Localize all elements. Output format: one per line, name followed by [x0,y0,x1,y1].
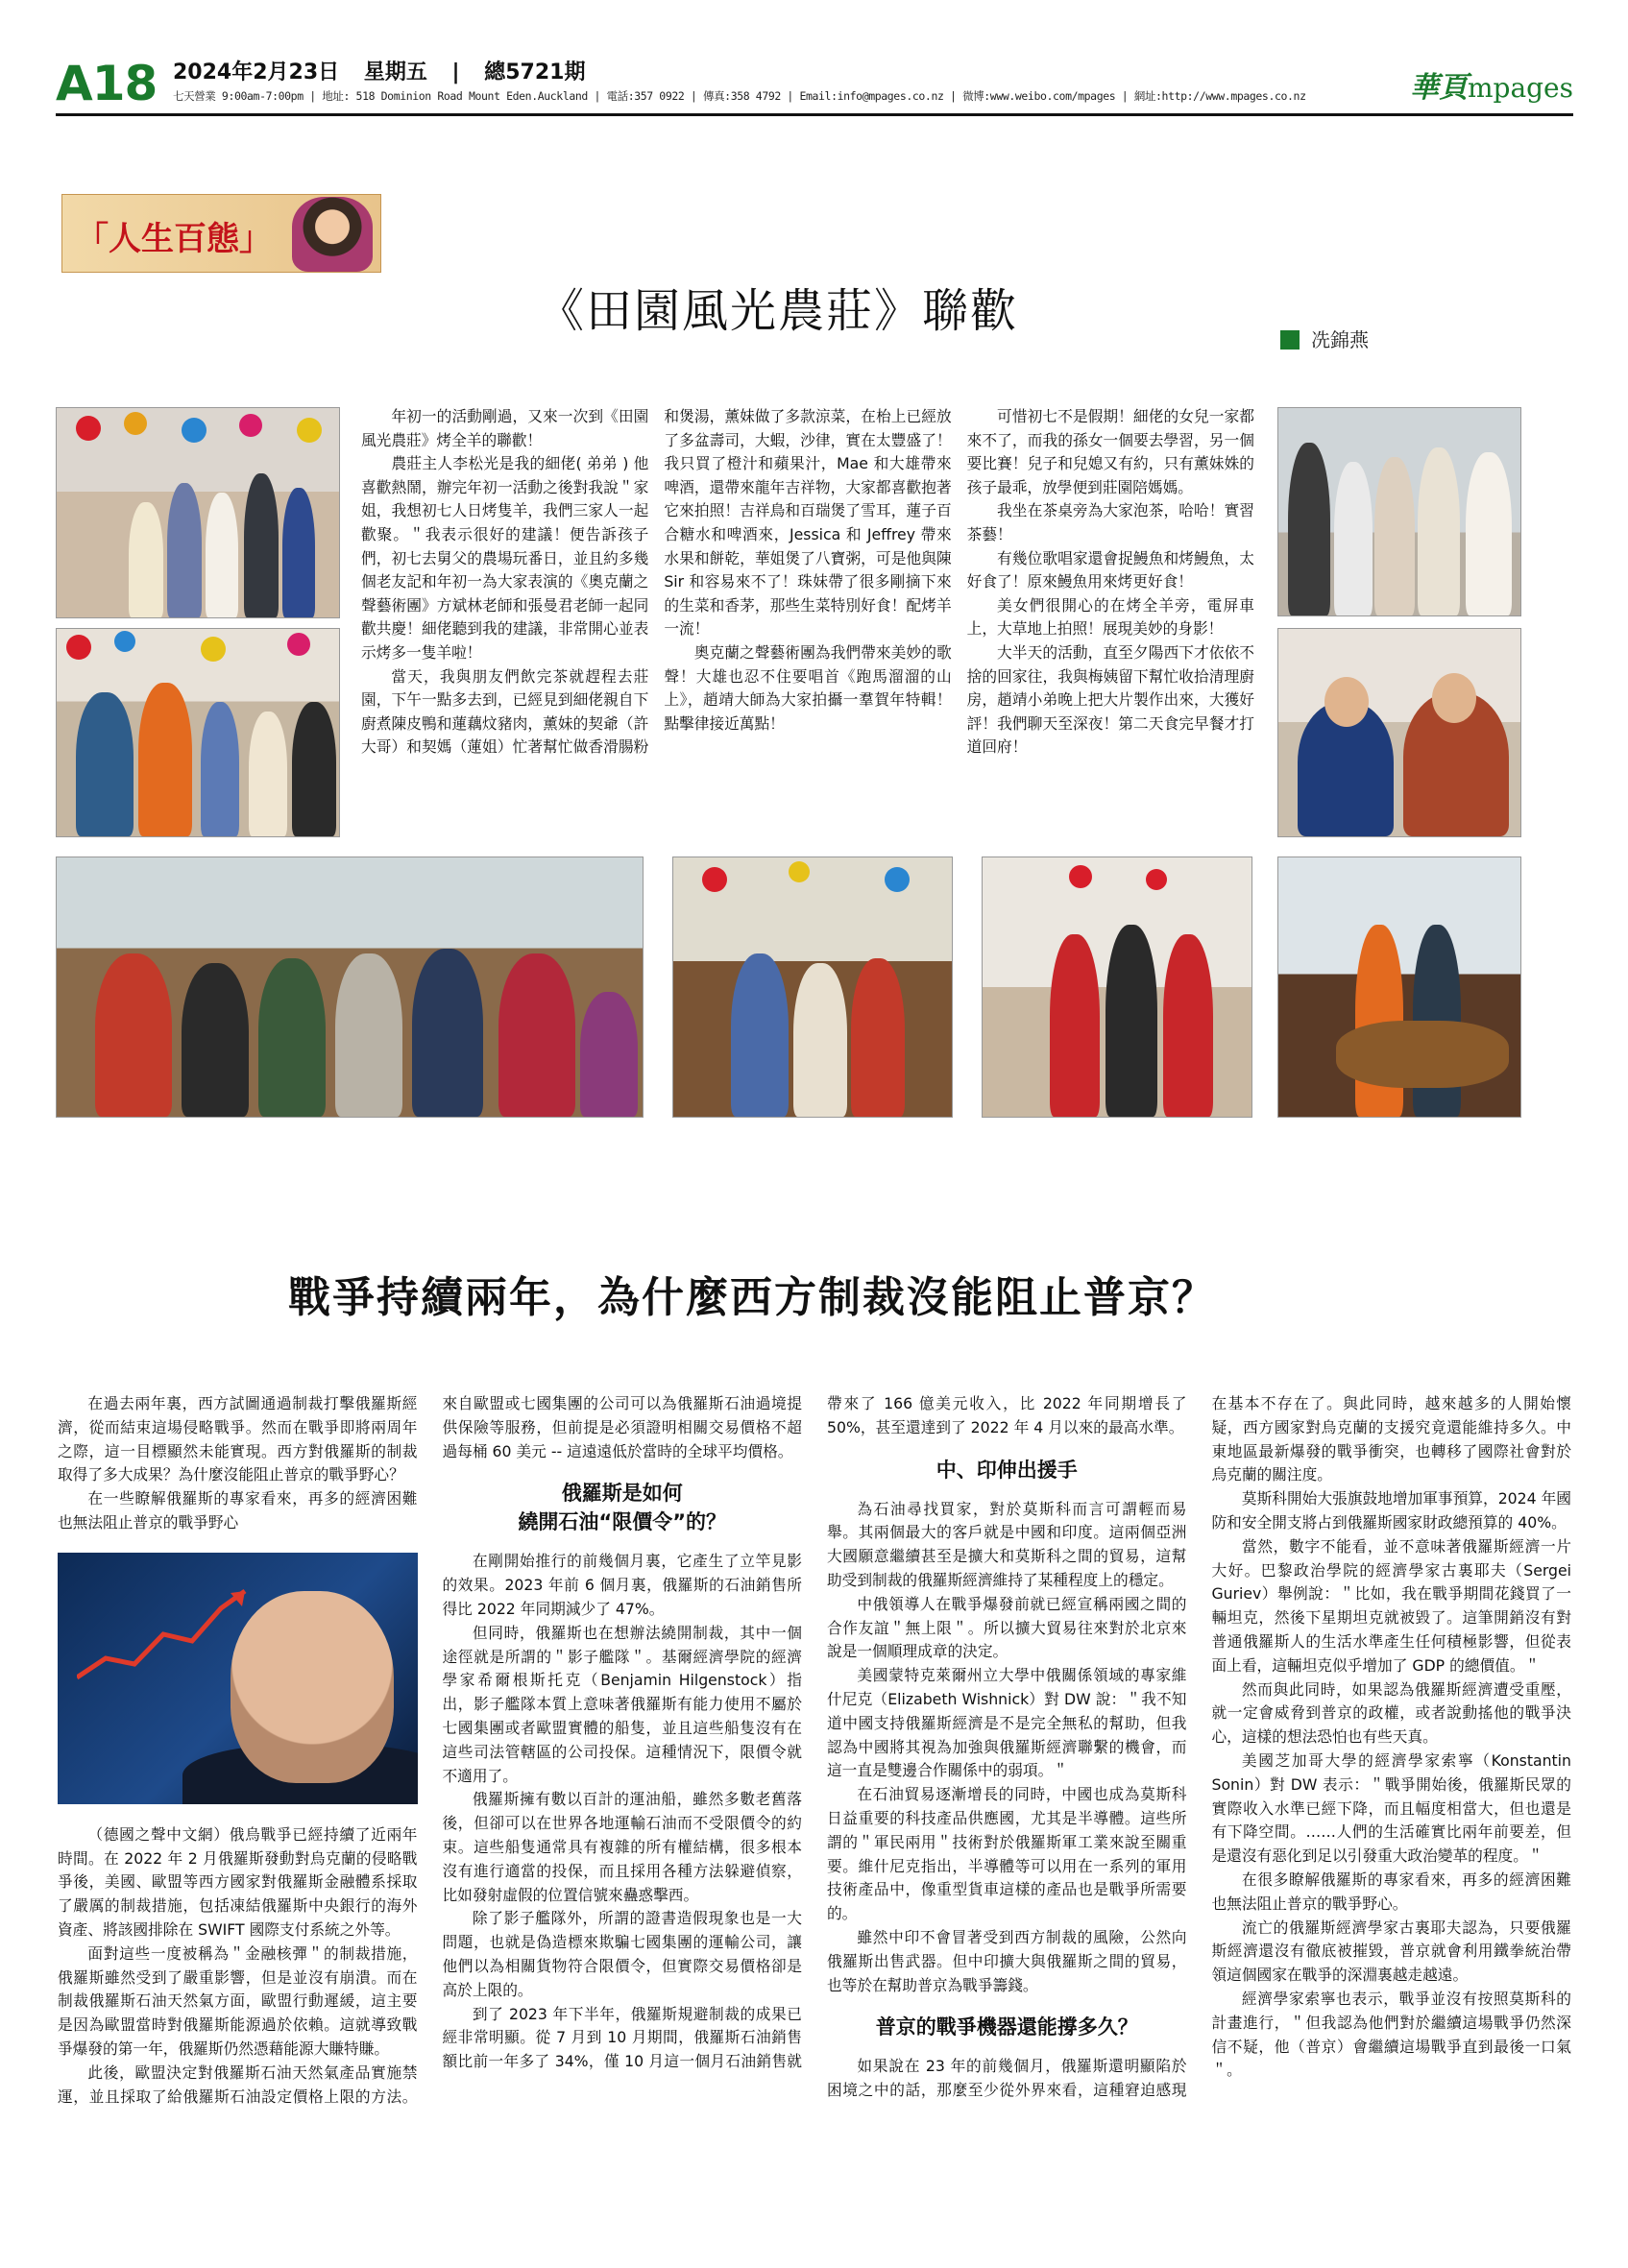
masthead [56,48,1573,115]
column-tag-text: 「人生百態」 [76,220,272,258]
article2-paragraph: 到了 2023 年下半年，俄羅斯規避制裁的成果已經非常明顯。從 7 月到 10 月期間，俄羅斯石油銷售額比前一年多了 34%，僅 10 月這一個月石油銷售就帶來了 166 億美元收入，比 2022 年同期增長了 50%，甚至還達到了 2022 年 4 月以來的最高水準。 [442,1394,1187,2071]
article2-paragraph: 在剛開始推行的前幾個月裏，它產生了立竿見影的效果。2023 年前 6 個月裏，俄羅斯的石油銷售所得比 2022 年同期減少了 47%。 [442,1552,802,1618]
article2-paragraph: 此後，歐盟決定對俄羅斯石油天然氣產品實施禁運，並且採取了給俄羅斯石油設定價格上限的方法。來自歐盟或七國集團的公司可以為俄羅斯石油過境提供保險等服務，但前提是必須證明相關交易價格不超過每桶 60 美元 -- 這遠遠低於當時的全球平均價格。 [58,1394,802,2106]
photo-group-right-top [1277,407,1521,616]
issue-separator: | [451,60,460,84]
article1-paragraph: 美女們很開心的在烤全羊旁，電屏車上，大草地上拍照！展現美妙的身影！ [966,595,1254,639]
subheading-price-cap: 俄羅斯是如何 繞開石油“限價令”的？ [518,1482,727,1534]
article2-paragraph: 美國芝加哥大學的經濟學家索寧（Konstantin Sonin）對 DW 表示：＂戰爭開始後，俄羅斯民眾的實際收入水準已經下降，而且幅度相當大，但也還是有下降空間。……人們的生活確實比兩年前要差，但是還沒有惡化到足以引發重大政治變革的程度。＂ [1211,1750,1571,1866]
article2-paragraph: 為石油尋找買家，對於莫斯科而言可謂輕而易舉。其兩個最大的客戶就是中國和印度。這兩個亞洲大國願意繼續甚至是擴大和莫斯科之間的貿易，這幫助受到制裁的俄羅斯經濟維持了某種程度上的穩定。 [827,1499,1187,1589]
brand-logo-en: mpages [1467,72,1573,104]
article2-body [58,1392,1571,2218]
article2-paragraph: 雖然中印不會冒著受到西方制裁的風險，公然向俄羅斯出售武器。但中印擴大與俄羅斯之間的貿易，也等於在幫助普京為戰爭籌錢。 [827,1927,1187,1994]
subheading-war-machine: 普京的戰爭機器還能撐多久？ [875,2015,1138,2039]
article2-paragraph: （德國之聲中文網）俄烏戰爭已經持續了近兩年時間。在 2022 年 2 月俄羅斯發動對烏克蘭的侵略戰爭後，美國、歐盟等西方國家對俄羅斯金融體系採取了嚴厲的制裁措施，包括凍結俄羅斯中央銀行的海外資產、將該國排除在 SWIFT 國際支付系統之外等。 [58,1824,418,1939]
article1-paragraph: 大半天的活動，直至夕陽西下才依依不捨的回家往，我與梅姨留下幫忙收拾清理廚房，趙靖小弟晚上把大片製作出來，大獲好評！我們聊天至深夜！第二天食完早餐才打道回府！ [966,642,1254,757]
photo-round-table [672,857,953,1118]
article2-paragraph: 在一些瞭解俄羅斯的專家看來，再多的經濟困難也無法阻止普京的戰爭野心 [58,1489,418,1532]
contact-line: 七天營業 9:00am-7:00pm | 地址: 518 Dominion Road Mount Eden.Auckland | 電話:357 0922 | 傳真:358 4792 | Email:info@mpages.co.nz | 微博:www.weibo.com/mpages | 網址:http://www.mpages.co.nz [173,89,1306,103]
issue-weekday: 星期五 [363,60,427,84]
article2-title: 戰爭持續兩年，為什麼西方制裁沒能阻止普京？ [288,1273,1216,1322]
article2-paragraph: 莫斯科開始大張旗鼓地增加軍事預算，2024 年國防和安全開支將占到俄羅斯國家財政總預算的 40%。 [1211,1489,1571,1532]
article1-title: 《田園風光農莊》聯歡 [538,284,1019,338]
subheading-china-india: 中、印伸出援手 [935,1458,1078,1482]
issue-date: 2024年2月23日 [173,60,340,84]
article2-paragraph: 流亡的俄羅斯經濟學家古裏耶夫認為，只要俄羅斯經濟還沒有徹底被摧毀，普京就會利用鐵拳統治帶領這個國家在戰爭的深淵裏越走越遠。 [1211,1918,1571,1985]
article1-paragraph: 可惜初七不是假期！細佬的女兒一家都來不了，而我的孫女一個要去學習，另一個要比賽！兒子和兒媳又有約，只有薰妹姝的孩子最乖，放學便到莊園陪媽媽。 [966,407,1254,496]
photo-group-left-middle [56,628,340,837]
article1-body [361,405,1254,835]
page-number: A18 [56,56,158,111]
article2-paragraph: 然而與此同時，如果認為俄羅斯經濟遭受重壓，就一定會威脅到普京的政權，或者說動搖他的戰爭決心，這樣的想法恐怕也有些天真。 [1211,1679,1571,1747]
article2-paragraph: 俄羅斯擁有數以百計的運油船，雖然多數老舊落後，但卻可以在世界各地運輸石油而不受限價令的約束。這些船隻通常具有複雜的所有權結構，很多根本沒有進行適當的投保，而且採用各種方法躲避偵察，比如發射虛假的位置信號來蠱惑擊西。 [442,1790,802,1904]
photo-table-gathering [56,857,644,1118]
byline-square-icon [1280,330,1300,350]
article2-paragraph: 在過去兩年裏，西方試圖通過制裁打擊俄羅斯經濟，從而結束這場侵略戰爭。然而在戰爭即將兩周年之際，這一目標顯然未能實現。西方對俄羅斯的制裁取得了多大成果？為什麼沒能阻止普京的戰爭野心？ [58,1394,418,1484]
photo-three-women [982,857,1252,1118]
article2-paragraph: 如果說在 23 年的前幾個月，俄羅斯還明顯陷於困境之中的話，那麼至少從外界來看，這種窘迫感現在基本不存在了。與此同時，越來越多的人開始懷疑，西方國家對烏克蘭的支援究竟還能維持多久。中東地區最新爆發的戰爭衝突，也轉移了國際社會對於烏克蘭的關注度。 [827,1394,1571,2100]
article2-paragraph: 中俄領導人在戰爭爆發前就已經宣稱兩國之間的合作友誼＂無上限＂。所以擴大貿易往來對於北京來說是一個順理成章的決定。 [827,1594,1187,1661]
article2-paragraph: 但同時，俄羅斯也在想辦法繞開制裁，其中一個途徑就是所謂的＂影子艦隊＂。基爾經濟學院的經濟學家希爾根斯托克（Benjamin Hilgenstock）指出，影子艦隊本質上意味著俄羅斯有能力使用不屬於七國集團或者歐盟實體的船隻，並且這些船隻沒有在這些司法管轄區的公司投保。這種情況下，限價令就不適用了。 [442,1623,802,1785]
article1-paragraph: 我坐在茶桌旁為大家泡茶，哈哈！實習茶藝！ [966,501,1254,543]
article2-paragraph: 面對這些一度被稱為＂金融核彈＂的制裁措施，俄羅斯雖然受到了嚴重影響，但是並沒有崩潰。而在制裁俄羅斯石油天然氣方面，歐盟行動遲緩，這主要是因為歐盟當時對俄羅斯能源過於依賴。這就導致戰爭爆發的第一年，俄羅斯仍然憑藉能源大賺特賺。 [58,1943,418,2058]
article2-paragraph: 在石油貿易逐漸增長的同時，中國也成為莫斯科日益重要的科技產品供應國，尤其是半導體。這些所謂的＂軍民兩用＂技術對於俄羅斯軍工業來說至關重要。維什尼克指出，半導體等可以用在一系列的軍用技術產品中，像重型貨車這樣的產品也是戰爭所需要的。 [827,1785,1187,1923]
article2-paragraph: 在很多瞭解俄羅斯的專家看來，再多的經濟困難也無法阻止普京的戰爭野心。 [1211,1870,1571,1913]
putin-photo [58,1553,418,1804]
article1-paragraph: 有幾位歌唱家還會捉鰻魚和烤鰻魚，太好食了！原來鰻魚用來烤更好食！ [966,548,1254,591]
article1-paragraph: 當天，我與朋友們飲完茶就趕程去莊園，下午一點多去到，已經見到細佬親自下廚煮陳皮鴨和蓮藕炆豬肉，薰妹的契爺（許大哥）和契媽（蓮姐）忙著幫忙做香滑腸粉和煲湯，薰妹做了多款涼菜，在枱上已經放了多盆壽司，大蝦，沙律，實在太豐盛了！我只買了橙汁和蘋果汁，Mae 和大雄帶來啤酒，還帶來龍年吉祥物，大家都喜歡抱著它來拍照！吉祥鳥和百瑞煲了雪耳，蓮子百合糖水和啤酒來，Jessica 和 Jeffrey 帶來水果和餅乾，華姐煲了八寶粥，可是他與陳 Sir 和容易來不了！珠妹帶了很多剛摘下來的生菜和香茅，那些生菜特別好食！配烤羊一流！ [361,407,952,757]
article1-paragraph: 農莊主人李松光是我的細佬( 弟弟 ) 他喜歡熱鬧，辦完年初一活動之後對我說＂家姐，我想初七人日烤隻羊，我們三家人一起歡聚。＂我表示很好的建議！便告訴孩子們，初七去舅父的農場玩番日，並且約多幾個老友記和年初一為大家表演的《奧克蘭之聲藝術團》方斌林老師和張曼君老師一起同歡共慶！細佬聽到我的建議，非常開心並表示烤多一隻羊啦！ [361,454,649,662]
article2-paragraph: 除了影子艦隊外，所謂的證書造假現象也是一大問題，也就是偽造標來欺騙七國集團的運輸公司，讓他們以為相關貨物符合限價令，但實際交易價格卻是高於上限的。 [442,1909,802,1999]
article1-author: 冼錦燕 [1311,328,1369,351]
photo-couple-right-middle [1277,628,1521,837]
brand-logo [1410,63,1573,106]
brand-logo-cn: 華頁 [1409,71,1468,105]
article1-paragraph: 奧克蘭之聲藝術團為我們帶來美妙的歌聲！大雄也忍不住要唱首《跑馬溜溜的山上》，趙靖大師為大家拍攝一羣賀年特輯！點擊律接近萬點！ [664,642,952,733]
article1-byline [1280,325,1369,352]
stock-chart-icon [77,1581,250,1687]
issue-line [173,56,602,85]
masthead-rule [56,113,1573,116]
article1-paragraph: 年初一的活動剛過，又來一次到《田園風光農莊》烤全羊的聯歡！ [361,407,649,449]
author-portrait [292,197,373,272]
article2-paragraph: 美國蒙特克萊爾州立大學中俄關係領域的專家維什尼克（Elizabeth Wishnick）對 DW 說：＂我不知道中國支持俄羅斯經濟是不是完全無私的幫助，但我認為中國將其視為加強與俄羅斯經濟聯繫的機會，而這一直是雙邊合作關係中的弱項。＂ [827,1666,1187,1780]
photo-roast-lamb [1277,857,1521,1118]
photo-group-left-top [56,407,340,618]
issue-number: 總5721期 [484,60,586,84]
article2-paragraph: 經濟學家索寧也表示，戰爭並沒有按照莫斯科的計畫進行，＂但我認為他們對於繼續這場戰爭仍然深信不疑，他（普京）會繼續這場戰爭直到最後一口氣＂。 [1211,1989,1571,2080]
article2-paragraph: 當然，數字不能看，並不意味著俄羅斯經濟一片大好。巴黎政治學院的經濟學家古裏耶夫（Sergei Guriev）舉例說：＂比如，我在戰爭期間花錢買了一輛坦克，然後下星期坦克就被毀了。這筆開銷沒有對普通俄羅斯人的生活水準產生任何積極影響，但從表面上看，這輛坦克似乎增加了 GDP 的總價值。＂ [1211,1536,1571,1675]
column-tag [61,194,381,273]
